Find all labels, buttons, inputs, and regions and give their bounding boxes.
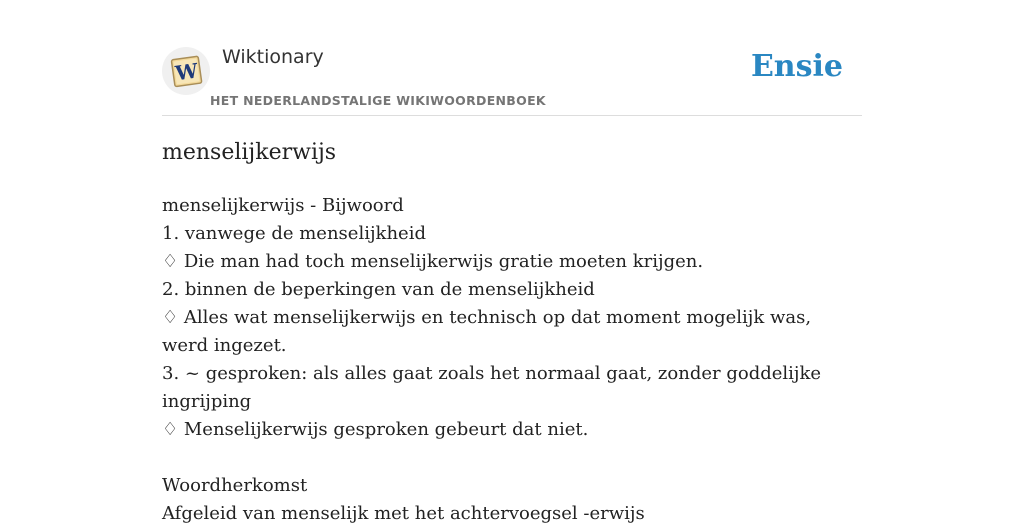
site-name[interactable]: Wiktionary: [222, 46, 324, 68]
site-tagline: HET NEDERLANDSTALIGE WIKIWOORDENBOEK: [210, 93, 546, 108]
definition-line: 1. vanwege de menselijkheid: [162, 223, 426, 244]
etymology-text: Afgeleid van menselijk met het achtervoegsel -erwijs: [162, 503, 645, 524]
svg-text:W: W: [173, 58, 200, 86]
definition-line: 2. binnen de beperkingen van de menselijkheid: [162, 279, 595, 300]
example-line: ♢ Die man had toch menselijkerwijs gratie moeten krijgen.: [162, 251, 704, 272]
entry-content: [162, 192, 862, 528]
page-title: menselijkerwijs: [162, 140, 337, 165]
definition-line: 3. ~ gesproken: als alles gaat zoals het normaal gaat, zonder goddelijke ingrijping: [162, 363, 822, 412]
ensie-brand-logo[interactable]: Ensie: [750, 49, 843, 84]
site-header: [162, 0, 862, 116]
headword-line: menselijkerwijs - Bijwoord: [162, 195, 404, 216]
spacer: [162, 444, 862, 472]
wiktionary-logo-icon[interactable]: [162, 47, 210, 95]
example-line: ♢ Alles wat menselijkerwijs en technisch op dat moment mogelijk was, werd ingezet.: [162, 307, 812, 356]
example-line: ♢ Menselijkerwijs gesproken gebeurt dat niet.: [162, 419, 589, 440]
etymology-heading: Woordherkomst: [162, 475, 308, 496]
